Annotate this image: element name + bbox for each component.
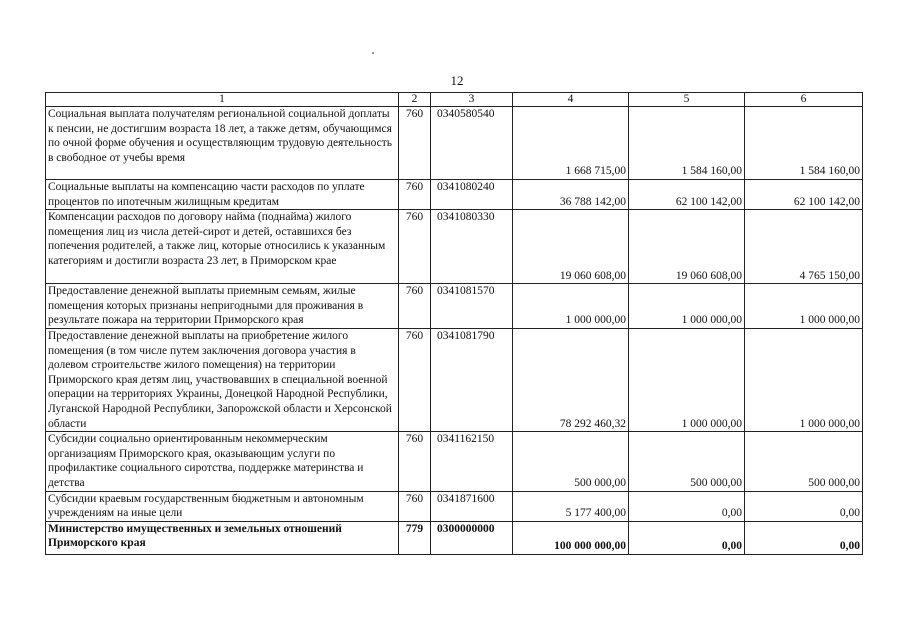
column-header-4: 4	[513, 93, 629, 107]
row-amount-col4-cell: 100 000 000,00	[513, 521, 629, 554]
column-header-3: 3	[431, 93, 513, 107]
row-amount-col5-cell: 1 000 000,00	[629, 328, 745, 431]
header-row	[46, 93, 863, 107]
row-target-code-cell: 0341080330	[431, 210, 513, 284]
row-amount-col4-cell: 36 788 142,00	[513, 180, 629, 210]
row-amount-col6-cell: 1 584 160,00	[745, 107, 863, 180]
row-amount-col5-cell: 500 000,00	[629, 432, 745, 491]
row-amount-col6-cell: 0,00	[745, 521, 863, 554]
row-amount-col6-cell: 62 100 142,00	[745, 180, 863, 210]
row-org-code-cell: 760	[399, 432, 431, 491]
row-amount-col4-cell: 19 060 608,00	[513, 210, 629, 284]
row-amount-col6-cell: 4 765 150,00	[745, 210, 863, 284]
column-header-2: 2	[399, 93, 431, 107]
column-header-1: 1	[46, 93, 399, 107]
row-amount-col5-cell: 0,00	[629, 521, 745, 554]
row-amount-col4-cell: 1 000 000,00	[513, 284, 629, 329]
table-row	[46, 210, 863, 284]
scan-speck	[372, 52, 374, 54]
table-row	[46, 432, 863, 491]
row-name-cell: Министерство имущественных и земельных отношений Приморского края	[46, 521, 399, 554]
row-amount-col4-cell: 500 000,00	[513, 432, 629, 491]
row-target-code-cell: 0341080240	[431, 180, 513, 210]
row-amount-col4-cell: 5 177 400,00	[513, 491, 629, 521]
table-row	[46, 284, 863, 329]
page-number: 12	[450, 73, 464, 88]
table-row	[46, 180, 863, 210]
row-name-cell: Субсидии социально ориентированным некоммерческим организациям Приморского края, оказывающим услуги по профилактике социального сиротства, поддержке материнства и детства	[46, 432, 399, 491]
row-org-code-cell: 760	[399, 284, 431, 329]
row-amount-col6-cell: 0,00	[745, 491, 863, 521]
row-amount-col5-cell: 19 060 608,00	[629, 210, 745, 284]
table-row	[46, 107, 863, 180]
column-header-5: 5	[629, 93, 745, 107]
row-org-code-cell: 760	[399, 328, 431, 431]
row-amount-col5-cell: 1 000 000,00	[629, 284, 745, 329]
row-name-cell: Социальные выплаты на компенсацию части расходов по уплате процентов по ипотечным жилищным кредитам	[46, 180, 399, 210]
row-target-code-cell: 0341081790	[431, 328, 513, 431]
row-org-code-cell: 760	[399, 107, 431, 180]
row-amount-col6-cell: 1 000 000,00	[745, 284, 863, 329]
row-name-cell: Предоставление денежной выплаты на приобретение жилого помещения (в том числе путем заключения договора участия в долевом строительстве жилого помещения) на территории Приморского края детям лиц, участвовавших в специальной военной операции на территориях Украины, Донецкой Народной Республики, Луганской Народной Республики, Запорожской области и Херсонской области	[46, 328, 399, 431]
row-amount-col6-cell: 500 000,00	[745, 432, 863, 491]
row-target-code-cell: 0340580540	[431, 107, 513, 180]
row-amount-col5-cell: 62 100 142,00	[629, 180, 745, 210]
row-target-code-cell: 0341162150	[431, 432, 513, 491]
row-org-code-cell: 760	[399, 491, 431, 521]
row-amount-col4-cell: 1 668 715,00	[513, 107, 629, 180]
row-org-code-cell: 779	[399, 521, 431, 554]
row-amount-col5-cell: 1 584 160,00	[629, 107, 745, 180]
row-org-code-cell: 760	[399, 210, 431, 284]
column-header-6: 6	[745, 93, 863, 107]
row-name-cell: Предоставление денежной выплаты приемным семьям, жилые помещения которых признаны непригодными для проживания в результате пожара на территории Приморского края	[46, 284, 399, 329]
row-name-cell: Субсидии краевым государственным бюджетным и автономным учреждениям на иные цели	[46, 491, 399, 521]
row-name-cell: Социальная выплата получателям региональной социальной доплаты к пенсии, не достигшим возраста 18 лет, а также детям, обучающимся по очной форме обучения и осуществляющим трудовую деятельность в свободное от учебы время	[46, 107, 399, 180]
row-name-cell: Компенсации расходов по договору найма (поднайма) жилого помещения лиц из числа детей-сирот и детей, оставшихся без попечения родителей, а также лиц, которые относились к указанным категориям и достигли возраста 23 лет, в Приморском крае	[46, 210, 399, 284]
row-target-code-cell: 0341871600	[431, 491, 513, 521]
row-org-code-cell: 760	[399, 180, 431, 210]
table-row	[46, 491, 863, 521]
row-target-code-cell: 0341081570	[431, 284, 513, 329]
budget-table	[45, 92, 863, 555]
row-target-code-cell: 0300000000	[431, 521, 513, 554]
table-row	[46, 521, 863, 554]
row-amount-col4-cell: 78 292 460,32	[513, 328, 629, 431]
table-row	[46, 328, 863, 431]
row-amount-col6-cell: 1 000 000,00	[745, 328, 863, 431]
row-amount-col5-cell: 0,00	[629, 491, 745, 521]
